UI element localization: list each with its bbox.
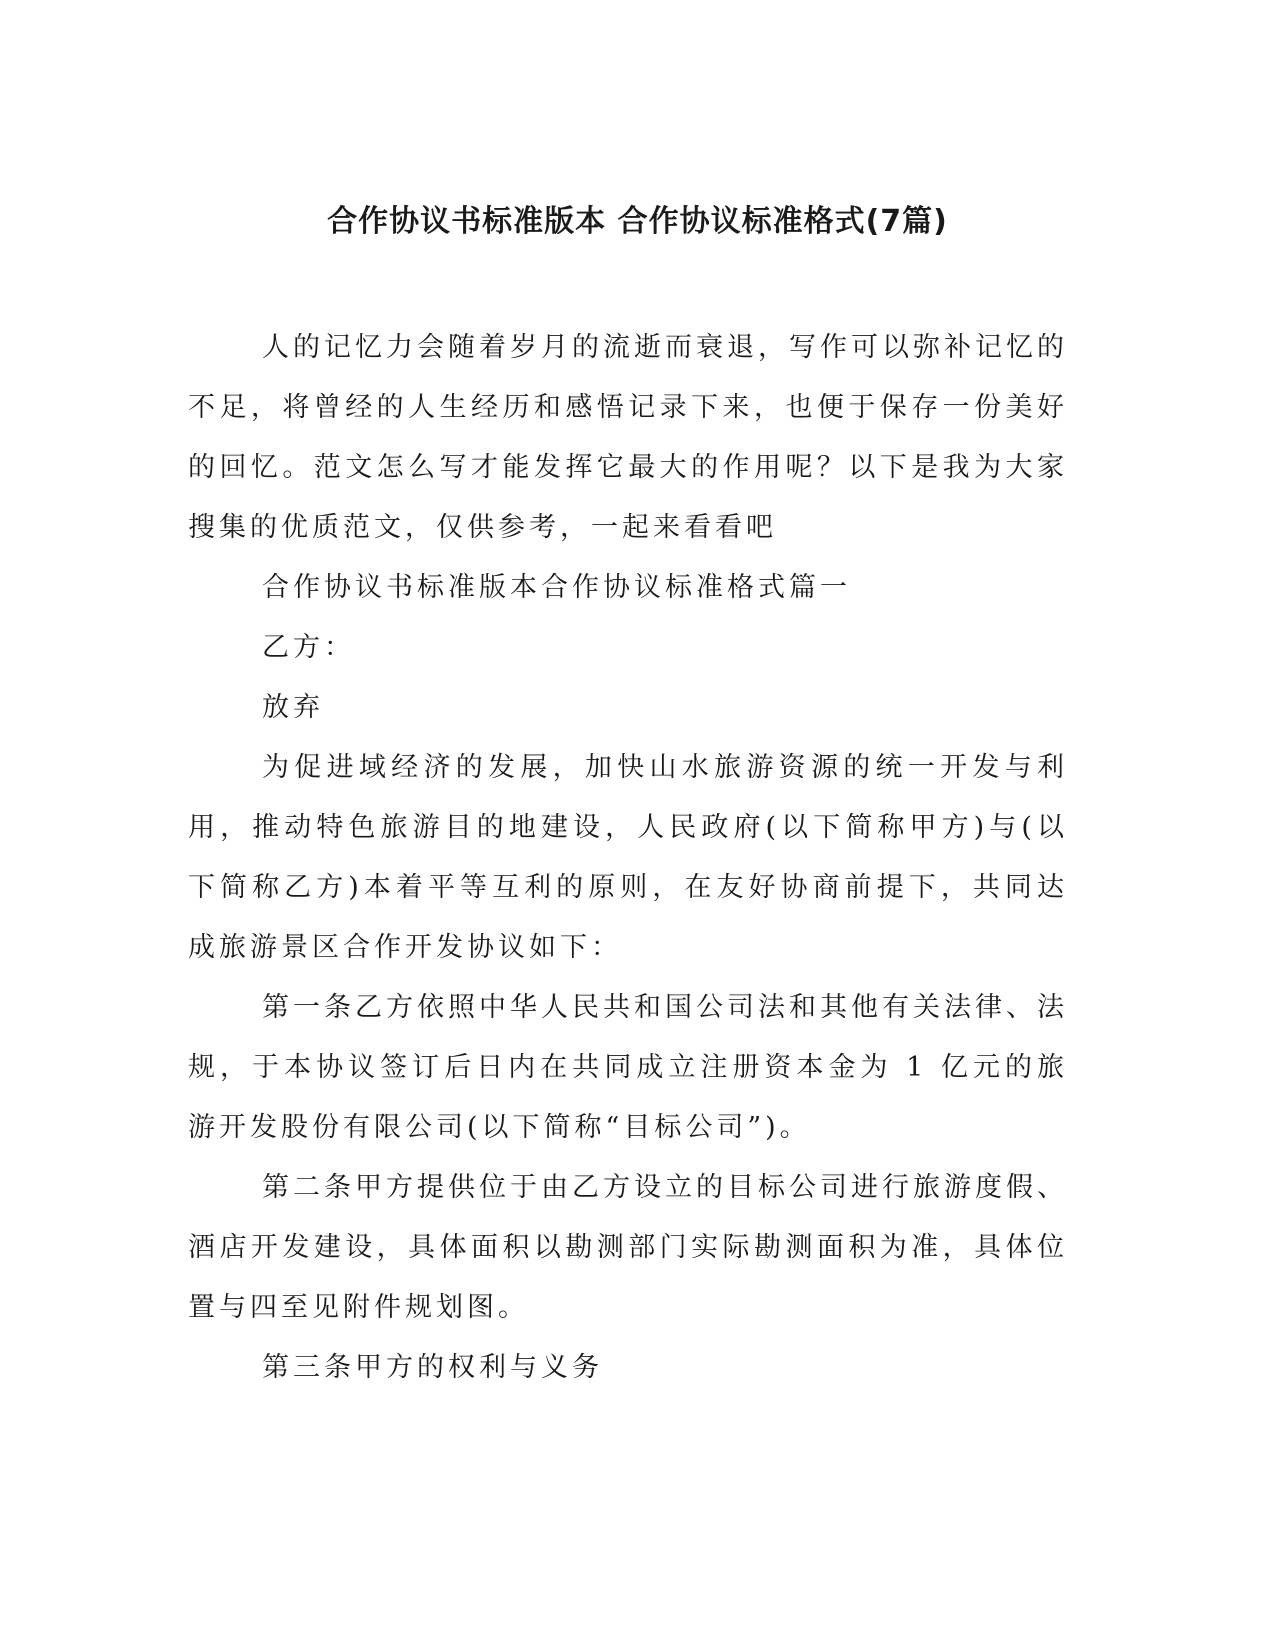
article-two-paragraph: 第二条甲方提供位于由乙方设立的目标公司进行旅游度假、酒店开发建设，具体面积以勘测部门实际勘测面积为准，具体位置与四至见附件规划图。 — [188, 1172, 1068, 1323]
article-one-paragraph: 第一条乙方依照中华人民共和国公司法和其他有关法律、法规，于本协议签订后日内在共同成立注册资本金为 1 亿元的旅游开发股份有限公司(以下简称“目标公司”)。 — [188, 992, 1068, 1143]
preamble-paragraph: 为促进域经济的发展，加快山水旅游资源的统一开发与利用，推动特色旅游目的地建设，人民政府(以下简称甲方)与(以下简称乙方)本着平等互利的原则，在友好协商前提下，共同达成旅游景区合作开发协议如下： — [188, 752, 1068, 963]
document-body — [188, 318, 1068, 1398]
intro-paragraph: 人的记忆力会随着岁月的流逝而衰退，写作可以弥补记忆的不足，将曾经的人生经历和感悟记录下来，也便于保存一份美好的回忆。范文怎么写才能发挥它最大的作用呢？以下是我为大家搜集的优质范文，仅供参考，一起来看看吧 — [188, 332, 1068, 543]
section-heading-part-one: 合作协议书标准版本合作协议标准格式篇一 — [262, 572, 851, 603]
paragraph-text: 放弃 — [262, 692, 324, 723]
document-title: 合作协议书标准版本 合作协议标准格式(7篇) — [327, 204, 948, 239]
party-b-label: 乙方： — [262, 632, 355, 663]
article-three-heading: 第三条甲方的权利与义务 — [262, 1352, 603, 1383]
